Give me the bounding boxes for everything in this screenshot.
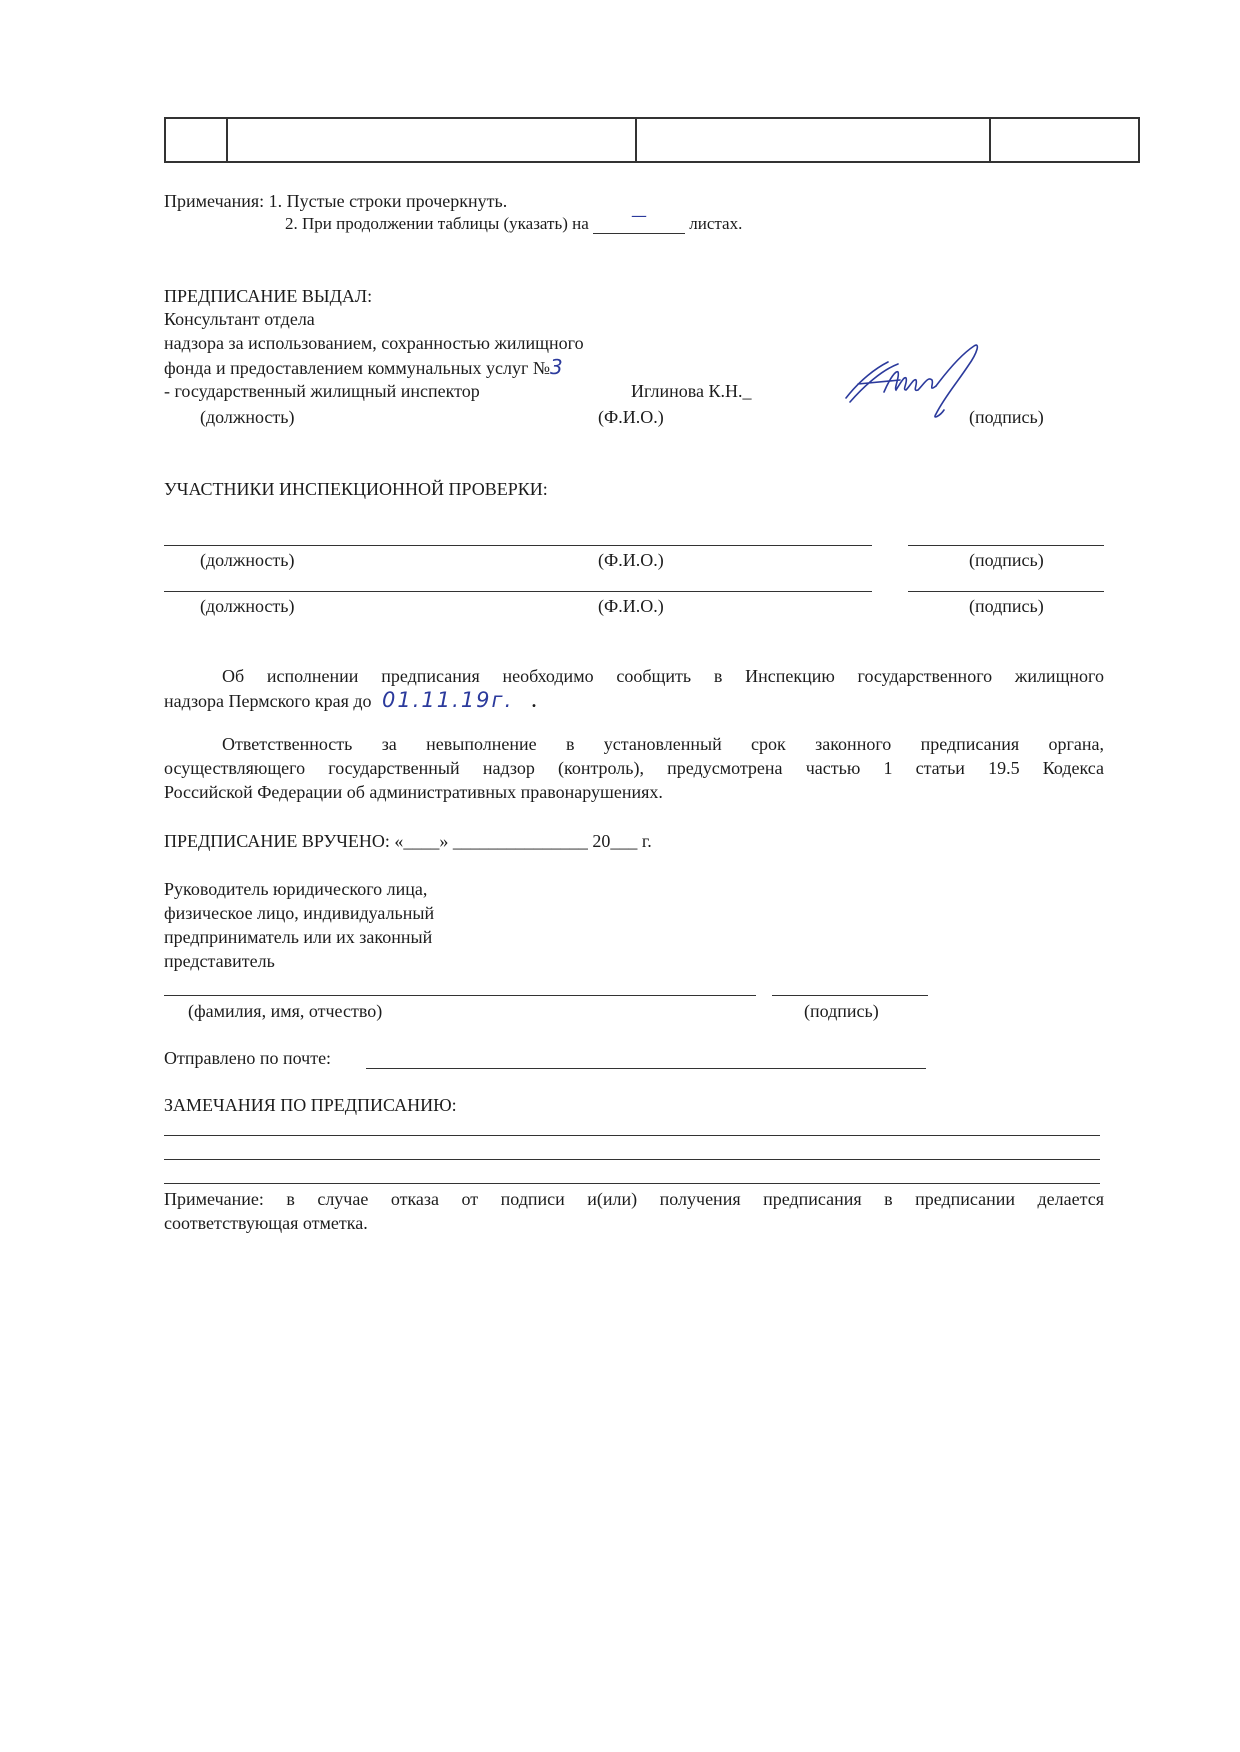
participant-2-signature-line[interactable]	[908, 591, 1104, 592]
participant-1-position-name-line[interactable]	[164, 545, 872, 546]
participant-1-caption-signature: (подпись)	[969, 550, 1044, 570]
remarks-heading: ЗАМЕЧАНИЯ ПО ПРЕДПИСАНИЮ:	[164, 1095, 457, 1115]
caption-name: (Ф.И.О.)	[598, 407, 664, 427]
table-cell-violation	[227, 118, 636, 162]
participant-2-position-name-line[interactable]	[164, 591, 872, 592]
representative-line-2: физическое лицо, индивидуальный	[164, 903, 435, 923]
participant-2-caption-signature: (подпись)	[969, 596, 1044, 616]
representative-name-line[interactable]	[164, 995, 756, 996]
participant-1-caption-name: (Ф.И.О.)	[598, 550, 664, 570]
mail-label: Отправлено по почте:	[164, 1048, 332, 1068]
caption-position: (должность)	[200, 407, 295, 427]
participant-2-caption-name: (Ф.И.О.)	[598, 596, 664, 616]
notes-item-2-text: 2. При продолжении таблицы (указать) на	[285, 214, 589, 233]
caption-signature: (подпись)	[969, 407, 1044, 427]
notes-item-2-suffix: листах.	[689, 214, 743, 233]
representative-caption-signature: (подпись)	[804, 1001, 879, 1021]
participant-1-signature-line[interactable]	[908, 545, 1104, 546]
issued-line-2: надзора за использованием, сохранностью жилищного	[164, 333, 584, 353]
participants-heading: УЧАСТНИКИ ИНСПЕКЦИОННОЙ ПРОВЕРКИ:	[164, 479, 548, 499]
department-number: 3	[550, 355, 563, 379]
notes-line-2	[285, 206, 743, 236]
issued-line-4: - государственный жилищный инспектор	[164, 381, 480, 401]
issued-line-1: Консультант отдела	[164, 309, 315, 329]
notes-line-1	[164, 190, 507, 212]
notes-item-1: 1. Пустые строки прочеркнуть.	[268, 191, 508, 211]
footnote-line-2: соответствующая отметка.	[164, 1213, 368, 1233]
execution-line-1: Об исполнении предписания необходимо сообщить в Инспекцию государственного жилищного	[222, 666, 1104, 686]
representative-line-3: предприниматель или их законный	[164, 927, 433, 947]
representative-line-4: представитель	[164, 951, 275, 971]
inspector-name: Иглинова К.Н._	[631, 381, 752, 401]
liability-line-1: Ответственность за невыполнение в установленный срок законного предписания органа,	[222, 734, 1104, 754]
participant-1-caption-position: (должность)	[200, 550, 295, 570]
representative-caption-name: (фамилия, имя, отчество)	[188, 1001, 383, 1021]
representative-signature-line[interactable]	[772, 995, 928, 996]
remarks-line-1[interactable]	[164, 1135, 1100, 1136]
liability-line-3: Российской Федерации об административных правонарушениях.	[164, 782, 663, 802]
footnote-line-1: Примечание: в случае отказа от подписи и(или) получения предписания в предписании делается	[164, 1189, 1104, 1209]
issued-line-3: фонда и предоставлением коммунальных услуг №3	[164, 355, 563, 379]
participant-2-caption-position: (должность)	[200, 596, 295, 616]
liability-line-2: осуществляющего государственный надзор (контроль), предусмотрена частью 1 статьи 19.5 Кодекса	[164, 758, 1104, 778]
delivered-line: ПРЕДПИСАНИЕ ВРУЧЕНО: «____» _______________ 20___ г.	[164, 831, 652, 851]
representative-line-1: Руководитель юридического лица,	[164, 879, 428, 899]
continuation-table	[164, 117, 1140, 163]
remarks-line-3[interactable]	[164, 1183, 1100, 1184]
remarks-line-2[interactable]	[164, 1159, 1100, 1160]
deadline-date: 01.11.19г.	[382, 688, 514, 712]
execution-line-2: надзора Пермского края до 01.11.19г. .	[164, 688, 537, 712]
notes-label: Примечания:	[164, 191, 265, 211]
mail-field-line[interactable]	[366, 1068, 926, 1069]
table-cell-deadline	[990, 118, 1139, 162]
inspector-signature-icon	[840, 340, 1000, 420]
issued-heading: ПРЕДПИСАНИЕ ВЫДАЛ:	[164, 286, 373, 306]
sheets-count-field[interactable]: —	[593, 211, 685, 234]
table-cell-number	[165, 118, 227, 162]
table-cell-requirement	[636, 118, 990, 162]
